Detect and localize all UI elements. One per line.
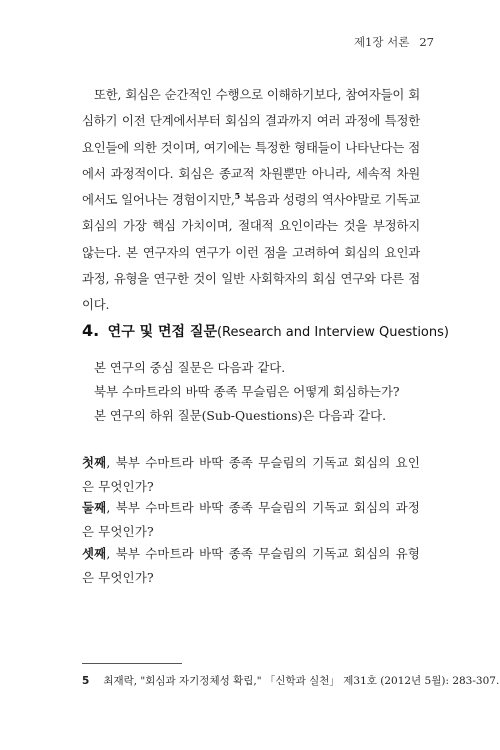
question-text: , 북부 수마트라 바딱 종족 무슬림의 기독교 회심의 요인은 무엇인가? — [82, 455, 420, 494]
question-label: 둘째 — [82, 500, 107, 515]
question-item — [82, 451, 420, 499]
running-header — [354, 34, 434, 50]
chapter-label: 제1장 서론 — [353, 35, 410, 49]
section-heading — [82, 321, 449, 341]
question-text: , 북부 수마트라 바딱 종족 무슬림의 기독교 회심의 과정은 무엇인가? — [82, 500, 420, 539]
question-item — [82, 496, 420, 544]
paragraph-text-continued: 복음과 성령의 역사야말로 기독교 회심의 가장 핵심 가치이며, 절대적 요인이라는 것을 부정하지 않는다. 본 연구자의 연구가 이런 점을 고려하여 회심의 요인과 과정, 유형을 연구한 것이 일반 사회학자의 회심 연구와 다른 점이다. — [82, 192, 420, 313]
section-number: 4. — [82, 321, 100, 340]
question-label: 첫째 — [82, 455, 107, 470]
section-title-english: (Research and Interview Questions) — [216, 325, 449, 340]
question-text: , 북부 수마트라 바딱 종족 무슬림의 기독교 회심의 유형은 무엇인가? — [82, 546, 420, 585]
question-label: 셋째 — [82, 546, 107, 561]
footnote-reference[interactable]: 5 — [234, 191, 240, 202]
question-item — [82, 542, 420, 590]
intro-line: 본 연구의 하위 질문(Sub-Questions)은 다음과 같다. — [94, 408, 387, 423]
intro-line: 본 연구의 중심 질문은 다음과 같다. — [94, 360, 286, 375]
footnote-divider — [82, 663, 182, 664]
page-number: 27 — [419, 35, 434, 49]
footnote — [82, 673, 499, 688]
intro-line: 북부 수마트라의 바딱 종족 무슬림은 어떻게 회심하는가? — [94, 384, 400, 399]
paragraph-text: 또한, 회심은 순간적인 수행으로 이해하기보다, 참여자들이 회심하기 이전 단계에서부터 회심의 결과까지 여러 과정에 특정한 요인들에 의한 것이며, 여기에는 특정한 형태들이 나타난다는 점에서 과정적이다. 회심은 종교적 차원뿐만 아니라, 세속적 차원에서도 일어나는 경험이지만, — [82, 87, 420, 208]
footnote-text: 최재락, "회심과 자기정체성 확립," 「신학과 실천」 제31호 (2012년 5월): 283-307. — [103, 675, 500, 687]
body-paragraph — [82, 82, 420, 319]
footnote-number: 5 — [82, 675, 90, 687]
section-title-korean: 연구 및 면접 질문 — [107, 324, 217, 340]
